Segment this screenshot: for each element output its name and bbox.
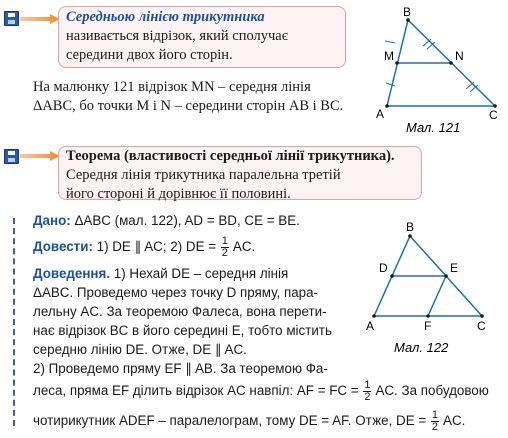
theorem-line-1: Середня лінія трикутника паралельна третій: [66, 167, 341, 183]
definition-title: Середньою лінією трикутника: [66, 9, 265, 25]
label-c-122: C: [477, 319, 486, 333]
proof-line-3: лельну AC. За теоремою Фалеса, вона перети-: [33, 304, 327, 319]
prove-label: Довести:: [33, 239, 93, 255]
label-f-122: F: [424, 319, 432, 333]
segment-ef: [428, 276, 446, 316]
given-line: [33, 212, 300, 230]
proof-line-6: 2) Проведемо пряму EF ∥ AB. За теоремою Фа-: [33, 361, 328, 376]
floppy-disk-icon: [4, 11, 19, 26]
proof-line-2: ΔABC. Проведемо через точку D пряму, пара-: [33, 285, 319, 300]
definition-text: [66, 8, 288, 65]
fraction-half: $\frac{1}{2}$: [431, 409, 439, 433]
proof-line-8: чотирикутник ADEF – паралелограм, тому DE = AF. Отже, DE = $\frac{1}{2}$ AC.: [33, 409, 466, 433]
figure-121: [370, 6, 506, 136]
tick-ma: [386, 83, 395, 86]
label-c-121: C: [489, 108, 498, 122]
label-b-122: B: [406, 220, 415, 234]
given-label: Дано:: [33, 213, 71, 228]
prove-text-2: AC.: [229, 239, 256, 255]
figure121-line-2: ΔABC, бо точки M і N – середини сторін AB і BC.: [33, 98, 344, 114]
fraction-half: $\frac{1}{2}$: [221, 235, 228, 259]
proof-body: [33, 264, 332, 378]
proof-line-1: 1) Нехай DE – середня лінія: [110, 266, 289, 281]
figure-122: [358, 220, 506, 360]
definition-line-2: середини двох його сторін.: [66, 47, 233, 63]
definition-line-1: називається відрізок, який сполучає: [66, 28, 288, 44]
label-d-122: D: [379, 261, 388, 275]
proof-label: Доведення.: [33, 266, 111, 281]
figure121-paragraph: [33, 78, 343, 116]
floppy-disk-icon: [4, 149, 19, 164]
caption-121: Мал. 121: [406, 120, 461, 135]
fraction-half: $\frac{1}{2}$: [364, 379, 371, 403]
theorem-title: Теорема (властивості середньої лінії трикутника).: [66, 148, 395, 164]
figure121-line-1: На малюнку 121 відрізок MN – середня лінія: [33, 79, 311, 95]
orange-arrow-icon: [20, 14, 60, 24]
label-a-122: A: [366, 319, 375, 333]
theorem-text: [66, 147, 395, 204]
proof-line-7: леса, пряма EF ділить відрізок AC навпіл: AF = FC = $\frac{1}{2}$ AC. За побудовою: [33, 379, 489, 403]
proof-line-5: середню лінію DE. Отже, DE ∥ AC.: [33, 342, 247, 357]
orange-arrow-icon: [20, 151, 60, 161]
proof-margin-line: [13, 218, 15, 426]
label-e-122: E: [450, 261, 459, 275]
tick-bm: [385, 41, 395, 43]
label-m-121: M: [384, 49, 394, 63]
label-a-121: A: [376, 107, 385, 121]
given-text: ΔABC (мал. 122), AD = BD, CE = BE.: [70, 213, 300, 228]
tick-nc-1: [466, 82, 474, 89]
proof-line-4: нає відрізок BC в його середині E, тобто містить: [33, 323, 332, 338]
prove-line: [33, 236, 255, 259]
theorem-line-2: його стороні й дорівнює її половині.: [66, 186, 291, 202]
label-b-121: B: [403, 6, 412, 19]
label-n-121: N: [455, 49, 464, 63]
prove-text-1: 1) DE ∥ AC; 2) DE =: [92, 239, 220, 255]
caption-122: Мал. 122: [394, 340, 449, 355]
